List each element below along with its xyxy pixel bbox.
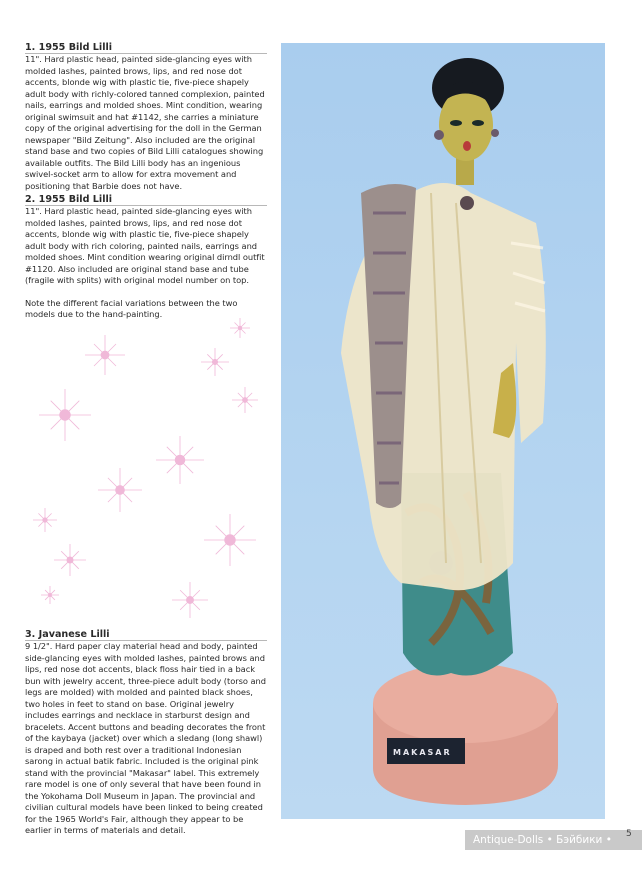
sparkle-icon (39, 389, 91, 441)
doll-head (432, 58, 504, 161)
entry-note: Note the different facial variations between the two models due to the hand-painting. (25, 297, 238, 319)
entry-title: 3. Javanese Lilli (25, 629, 267, 641)
sparkle-icon (33, 508, 57, 532)
sparkle-icon (54, 544, 86, 576)
entry-description: 11". Hard plastic head, painted side-glancing eyes with molded lashes, painted brows, lips, and red nose dot accents, blonde wig with plastic tie, five-piece shapely adult body with rich coloring, painted nails, earrings and molded shoes. Mint condition wearing original dirndl outfit #1120. Also included are original stand base and tube (fragile with splits) with original model number on top. (25, 206, 265, 285)
sparkle-icon (156, 436, 204, 484)
watermark: Antique-Dolls • Бэйбики • babiki.ru (465, 830, 642, 850)
entry-javanese-lilli (25, 629, 267, 837)
sparkle-icon (172, 582, 208, 618)
stand-label-text: MAKASAR (393, 748, 452, 757)
sparkle-icon (230, 318, 250, 338)
sparkle-icon (85, 335, 125, 375)
sparkle-icon (201, 348, 229, 376)
entry-title: 1. 1955 Bild Lilli (25, 42, 267, 54)
sparkle-icon (41, 586, 59, 604)
sparkle-decorations (0, 297, 270, 630)
pink-stand (373, 663, 558, 805)
sparkle-icon (204, 514, 256, 566)
entry-description: 11". Hard plastic head, painted side-glancing eyes with molded lashes, painted brows, lips, and red nose dot accents, blonde wig with plastic tie, five-piece shapely adult body with richly-colored tanned complexion, painted nails, earrings and molded shoes. Mint condition, wearing original swimsuit and hat #1142, she carries a miniature copy of the original advertising for the doll in the German newspaper "Bild Zeitung". Also included are the original stand base and two copies of Bild Lilli catalogues showing available outfits. The Bild Lilli body has an ingenious swivel-socket arm to allow for extra movement and positioning that Barbie does not have. (25, 54, 265, 191)
sparkle-icon (232, 387, 258, 413)
doll-photo (281, 43, 605, 819)
entry-title: 2. 1955 Bild Lilli (25, 194, 267, 206)
page-number: 5 (626, 829, 632, 839)
entry-description: 9 1/2". Hard paper clay material head and body, painted side-glancing eyes with molded lashes, painted brows and lips, red nose dot accents, black floss hair tied in a back bun with jewelry accent, three-piece adult body (torso and legs are molded) with molded and painted black shoes, two holes in feet to stand on base. Original jewelry includes earrings and necklace in starburst design and bracelets. Accent buttons and beading decorates the front of the kaybaya (jacket) over which a sledang (long shawl) is draped and both rest over a traditional Indonesian sarong in actual batik fabric. Included is the original pink stand with the provincial "Makasar" label. This extremely rare model is one of only several that have been found in the Yokohama Doll Museum in Japan. The provincial and civilian cultural models have been linked to being created for the 1965 World's Fair, although they appear to be earlier in terms of materials and detail. (25, 641, 266, 835)
entry-1955-bild-lilli-1 (25, 42, 267, 192)
sparkle-icon (98, 468, 142, 512)
